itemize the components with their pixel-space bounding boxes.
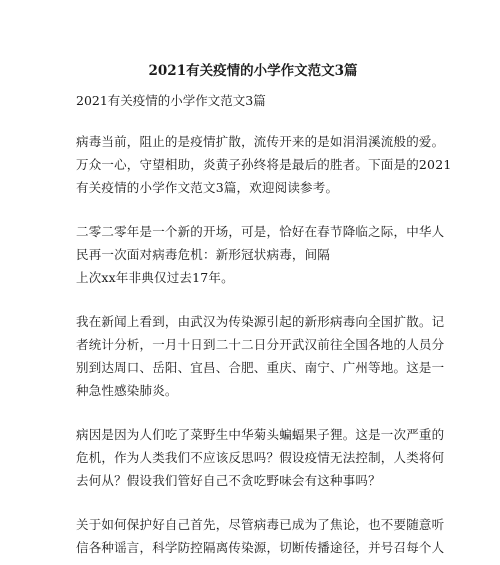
- paragraph-intro: [76, 130, 452, 199]
- paragraph-line: 种急性感染肺炎。: [76, 383, 178, 398]
- paragraph-cause: [76, 423, 445, 492]
- paragraph-news: [76, 310, 445, 402]
- paragraph-line: 病因是因为人们吃了菜野生中华菊头蝙蝠果子狸。这是一次严重的: [76, 427, 445, 442]
- paragraph-line: 有关疫情的小学作文范文3篇，欢迎阅读参考。: [76, 180, 339, 195]
- paragraph-line: 别到达周口、岳阳、宜昌、合肥、重庆、南宁、广州等地。这是一: [76, 360, 445, 375]
- paragraph-line: 危机，作为人类我们不应该反思吗？假设疫情无法控制，人类将何: [76, 450, 445, 465]
- paragraph-line: 信各种谣言，科学防控隔离传染源，切断传播途径，并号召每个人: [76, 540, 445, 555]
- paragraph-line: 我在新闻上看到，由武汉为传染源引起的新形病毒向全国扩散。记: [76, 314, 445, 329]
- paragraph-2020: [76, 220, 445, 289]
- paragraph-line: 万众一心，守望相助，炎黄子孙终将是最后的胜者。下面是的2021: [76, 157, 452, 172]
- paragraph-line: 上次xx年非典仅过去17年。: [76, 270, 234, 285]
- paragraph-protection: [76, 513, 445, 559]
- paragraph-line: 二零二零年是一个新的开场，可是，恰好在春节降临之际，中华人: [76, 224, 445, 239]
- document-subtitle: 2021有关疫情的小学作文范文3篇: [76, 93, 266, 108]
- paragraph-line: 民再一次面对病毒危机：新形冠状病毒，间隔: [76, 247, 331, 262]
- paragraph-line: 病毒当前，阻止的是疫情扩散，流传开来的是如涓涓溪流般的爱。: [76, 134, 445, 149]
- document-title: 2021有关疫情的小学作文范文3篇: [148, 63, 358, 79]
- paragraph-line: 去何从？假设我们管好自己不贪吃野味会有这种事吗？: [76, 473, 381, 488]
- paragraph-line: 关于如何保护好自己首先，尽管病毒已成为了焦论，也不要随意听: [76, 517, 445, 532]
- paragraph-line: 者统计分析，一月十日到二十二日分开武汉前往全国各地的人员分: [76, 337, 445, 352]
